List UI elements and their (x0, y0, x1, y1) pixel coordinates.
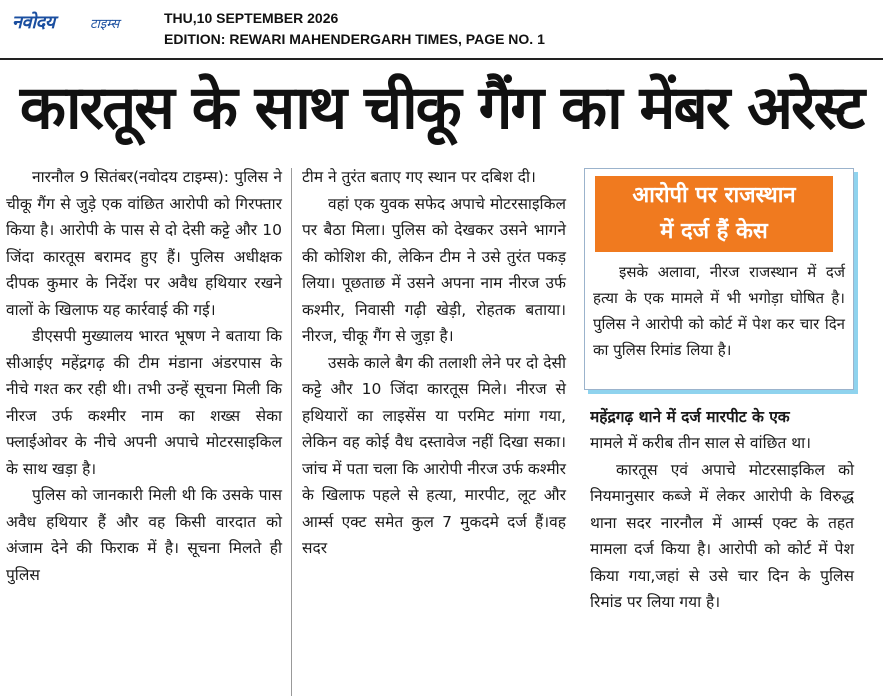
masthead (0, 0, 883, 58)
paragraph: कारतूस एवं अपाचे मोटरसाइकिल को नियमानुसार कब्जे में लेकर आरोपी के विरुद्ध थाना सदर नारनौल में आर्म्स एक्ट के तहत मामला दर्ज किया है। आरोपी को कोर्ट में पेश किया गया,जहां से उसे चार दिन के पुलिस रिमांड पर लिया गया है। (590, 460, 854, 611)
edition-line: EDITION: REWARI MAHENDERGARH TIMES, PAGE NO. 1 (164, 31, 545, 47)
article-column-2 (302, 164, 566, 562)
paragraph: टीम ने तुरंत बताए गए स्थान पर दबिश दी। (302, 168, 536, 186)
paragraph: वहां एक युवक सफेद अपाचे मोटरसाइकिल पर बैठा मिला। पुलिस को देखकर उसने भागने की कोशिश की, लेकिन टीम ने उसे तुरंत पकड़ लिया। पूछताछ में उसने अपना नाम नीरज उर्फ कश्मीर, निवासी गढ़ी खेड़ी, रोहतक बताया। नीरज, चीकू गैंग से जुड़ा है। (302, 194, 566, 345)
paragraph: मामले में करीब तीन साल से वांछित था। (590, 434, 812, 452)
logo-main-text: नवोदय (12, 12, 55, 33)
article-column-1 (6, 164, 282, 588)
article-column-3 (590, 430, 854, 616)
sidebar-heading-line: में दर्ज हैं केस (660, 219, 768, 244)
paragraph: उसके काले बैग की तलाशी लेने पर दो देसी कट्टे और 10 जिंदा कारतूस मिले। नीरज से हथियारों का लाइसेंस या परमिट मांगा गया, लेकिन वह कोई वैध दस्तावेज नहीं दिखा सका।जांच में पता चला कि आरोपी नीरज उर्फ कश्मीर के खिलाफ पहले से हत्या, मारपीट, लूट और आर्म्स एक्ट समेत कुल 7 मुकदमे दर्ज हैं।वह सदर (302, 353, 567, 557)
newspaper-logo (12, 8, 152, 44)
paragraph: पुलिस को जानकारी मिली थी कि उसके पास अवैध हथियार हैं और वह किसी वारदात को अंजाम देने की फिराक में है। सूचना मिलते ही पुलिस (6, 486, 282, 584)
sidebar-box-body (593, 259, 845, 363)
paragraph: इसके अलावा, नीरज राजस्थान में दर्ज हत्या के एक मामले में भी भगोड़ा घोषित है। पुलिस ने आरोपी को कोर्ट में पेश कर चार दिन का पुलिस रिमांड लिया है। (593, 263, 845, 359)
article-headline: कारतूस के साथ चीकू गैंग का मेंबर अरेस्ट (19, 73, 864, 143)
edition-info (164, 8, 545, 50)
paragraph: नारनौल 9 सितंबर(नवोदय टाइम्स): पुलिस ने चीकू गैंग से जुड़े एक वांछित आरोपी को गिरफ्तार किया है। आरोपी के पास से दो देसी कट्टे और 10 जिंदा कारतूस बरामद हुए हैं। पुलिस अधीक्षक दीपक कुमार के निर्देश पर अवैध हथियार रखने वालों के खिलाफ यह कार्रवाई की गई। (6, 168, 282, 319)
sidebar-box (584, 168, 854, 390)
column-divider (291, 168, 292, 696)
date-line: THU,10 SEPTEMBER 2026 (164, 10, 339, 26)
logo-sub-text: टाइम्स (90, 17, 120, 32)
masthead-divider (0, 58, 883, 60)
paragraph: डीएसपी मुख्यालय भारत भूषण ने बताया कि सीआईए महेंद्रगढ़ की टीम मंडाना अंडरपास के नीचे गश्त कर रही थी। तभी उन्हें सूचना मिली कि नीरज उर्फ कश्मीर नाम का शख्स सेका फ्लाईओवर के नीचे अपनी अपाचे मोटरसाइकिल के साथ खड़ा है। (6, 327, 282, 478)
sidebar-box-heading (595, 176, 833, 252)
column-3-subheading: महेंद्रगढ़ थाने में दर्ज मारपीट के एक (590, 408, 790, 426)
sidebar-heading-line: आरोपी पर राजस्थान (632, 183, 796, 208)
